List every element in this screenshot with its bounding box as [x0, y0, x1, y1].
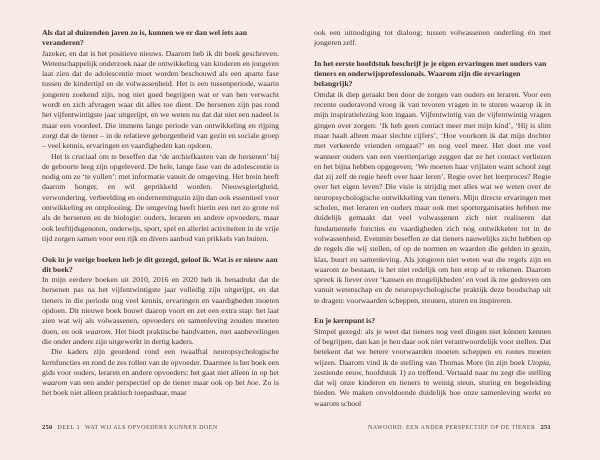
emphasized-text: waarom: [85, 326, 111, 336]
left-part-label: DEEL 3: [57, 425, 80, 431]
left-running-head: WAT WIJ ALS OPVOEDERS KUNNEN DOEN: [84, 425, 218, 431]
question-heading: Ook in je vorige boeken heb je dit gezegd, geloof ik. Wat is er nieuw aan dit boek?: [42, 254, 278, 274]
paragraph: ook een uitnodiging tot dialoog; tussen volwassenen onderling én met jongeren zelf.: [314, 28, 551, 48]
paragraph: Omdat ik diep geraakt ben door de zorgen van ouders en leraren. Voor een recente ouderavond vroeg ik van tevoren vragen in te sturen waarop ik in mijn inspiratielezing kon ingaan. Vijfentwintig van de vijfentwintig vragen gingen over zorgen: ‘Ik heb geen contact meer met mijn kind’, ‘Hij is slim maar haalt alleen maar slechte cijfers’, ‘Hoe voorkom ik dat mijn dochter met verkeerde vrienden omgaat?’ en nog veel meer. Het doet me veel wanneer ouders van een veertienjarige zeggen dat ze het contact verliezen en het bijna hebben opgegeven; ‘We moeten haar vrijlaten want school zegt dat zij zelf de regie heeft over haar leren’. Regie over het leerproces? Regie over het eigen leven? Die visie is strijdig met alles wat we weten over de neuropsychologische ontwikkeling van tieners. Mijn directe ervaringen met scholen, met leraren en ouders maar ook met sportorganisaties hebben me duidelijk gemaakt dat veel volwassenen zich niet realiseren dat fundamentele functies en vaardigheden zich nog ontwikkelen tot in de volwassenheid. Evenmin beseffen ze dat tieners nauwelijks zicht hebben op de regels die wij stellen, of op de normen en waarden die gelden in gezin, klas, buurt en samenleving. Als jongeren niet weten wat die regels zijn en waarom ze bestaan, is het niet redelijk om hen erop af te rekenen. Daarom spreek ik liever over ‘kansen en mogelijkheden’ en voel ik me gedreven om vanuit wetenschap en de neuropsychologische praktijk deze boodschap uit te dragen: voorwaarden scheppen, steunen, sturen en inspireren.: [314, 89, 551, 305]
paragraph: Het is cruciaal om te beseffen dat ‘de archiefkasten van de hersenen’ bij de geboorte leeg zijn opgeleverd. De hele, lange fase van de adolescentie is nodig om ze ‘te vullen’: met informatie vanuit de omgeving. Het brein heeft daarom honger, en wil geprikkeld worden. Nieuwsgierigheid, verwondering, verbeelding en ondernemingszin zijn dan ook essentieel voor ontwikkeling en ontplooiing. De omgeving heeft hierin een net zo grote rol als de hersenen en de biologie: ouders, leraren en andere opvoeders, maar ook leeftijdsgenoten, onderwijs, sport, spel en allerlei activiteiten in de vrije tijd zorgen samen voor een rijk en divers aanbod van prikkels van buiten.: [42, 151, 279, 243]
left-page-footer: [42, 424, 218, 431]
right-page-text: [314, 28, 551, 413]
question-heading: En je kernpunt is?: [314, 316, 376, 326]
right-running-head: NAWOORD: EEN ANDER PERSPECTIEF OP DE TIENER: [367, 425, 536, 431]
paragraph: In mijn eerdere boeken uit 2010, 2016 en 2020 heb ik benadrukt dat de hersenen pas na het vijfentwintigste jaar volledig zijn uitgerijpt, en dat tieners in die periode nog veel kennis, ervaringen en vaardigheden moeten opdoen. Dit nieuwe boek bouwt daarop voort en zet een extra stap: het laat zien wat wij als volwassenen, opvoeders en samenleving zouden moeten doen, en ook waarom. Het biedt praktische handvatten, met aanbevelingen die onder andere zijn uitgewerkt in dertig kaders.: [42, 275, 279, 346]
emphasized-text: Utopia: [527, 357, 550, 367]
paragraph: Simpel gezegd: als je weet dat tieners nog veel dingen niet kúnnen kennen of begrijpen, dan kan je hen daar ook niet verantwoordelijk voor stellen. Dat betekent dat we betere voorwaarden moeten scheppen en routes moeten wijzen. Daarom vind ik de stelling van Thomas More (in zijn boek Utopia, zestiende eeuw, hoofdstuk 1) zo treffend. Vertaald naar nu zegt die stelling dat wij onze kinderen en tieners te weinig steun, sturing en begeleiding bieden. We maken onvoldoende duidelijk hoe onze samenleving werkt en waarom school: [314, 326, 551, 408]
emphasized-text: hoe: [247, 378, 259, 388]
left-page-number: 250: [42, 424, 53, 431]
right-page-number: 251: [540, 424, 551, 431]
paragraph: Die kaders zijn geordend rond een twaalftal neuropsychologische kernfuncties en rond de zes rollen van de opvoeder. Daarmee is het boek een gids voor ouders, leraren en andere opvoeders: het gaat niet alleen in op het waarom van een ander perspectief op de tiener maar ook op het hoe. Zo is het boek niet alleen praktisch toepasbaar, maar: [42, 347, 279, 398]
emphasized-text: waarom: [42, 378, 68, 388]
question-heading: In het eerste hoofdstuk beschrijf je je eigen ervaringen met ouders van tieners en onderwijsprofessionals. Waarom zijn die ervaringen belangrijk?: [314, 58, 547, 89]
left-page-text: [42, 28, 279, 413]
paragraph: Jazeker, en dat is het positieve nieuws. Daarom heb ik dit boek geschreven. Wetenschappelijk onderzoek naar de ontwikkeling van kinderen en jongeren laat zien dat de adolescentie moet worden beschouwd als een aparte fase tussen de kindertijd en de volwassenheid. Het is een tussenperiode, waarin jongeren zoekend zijn, nog niet goed begrijpen wat er van hen verwacht wordt en zich afvragen waar dit alles toe dient. De hersenen zijn pas rond het vijfentwintigste jaar uitgerijpt, en we weten nu dat dat niet een nadeel is maar een voordeel. Die immens lange periode van ontwikkeling en rijping zorgt dat de tiener – in de relatieve geborgenheid van gezin en sociale groep – veel kennis, ervaringen en vaardigheden kan opdoen.: [42, 48, 279, 151]
right-page-footer: [368, 424, 551, 431]
question-heading: Als dat al duizenden jaren zo is, kunnen we er dan wel iets aan veranderen?: [42, 28, 248, 48]
